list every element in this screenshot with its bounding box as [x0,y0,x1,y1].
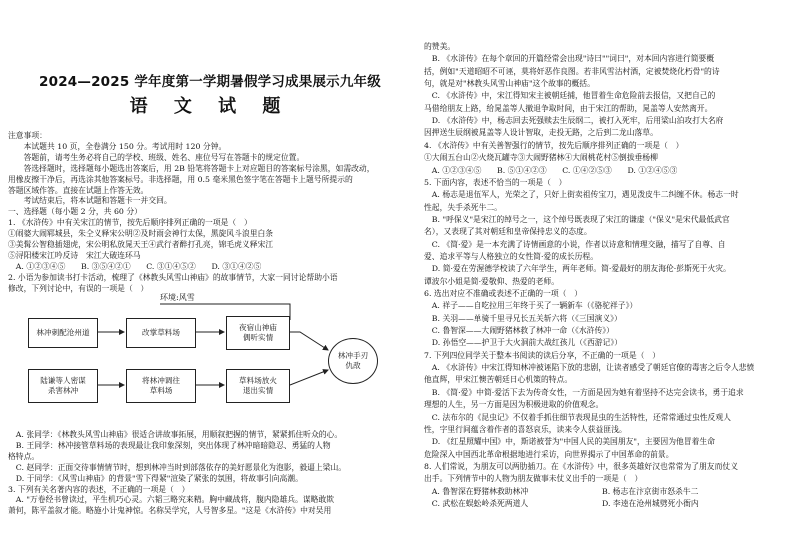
text-line: 句，就是对"林教头风雪山神庙"这个故事的概括。 [424,79,595,89]
text-line: 5. 下面内容，表述不恰当的一项是（ ） [424,177,567,187]
text-line: B. 关羽——单骑千里寻兄长五关斩六将（《三国演义》） [424,313,622,323]
option-item: B. 杨志在汴京街市怒杀牛二 [602,486,699,496]
text-line: 马借给朋友上路，给晁盖等人撤退争取时间，由于宋江的帮助，晁盖等人安然离开。 [424,103,713,113]
text-line: 一、选择题（每小题 2 分，共 60 分） [8,207,142,217]
plot-diagram [28,292,396,422]
text-line: 名），又表现了其对朝廷和皇帝保持忠义的态度。 [424,227,592,237]
text-line: 答题区域作答。直接在试题上作答无效。 [8,185,149,195]
box-1-label: 林冲刺配沧州道 [36,328,90,337]
box-1 [28,318,98,348]
option-item: C. 武松在蜈蚣岭杀死两道人 [424,498,529,508]
text-line: A. 《水浒传》中宋江得知林冲被诬陷下放的悲剧，让读者感受了朝廷官僚的毒害之后令人悲愤 [424,363,755,373]
text-line: 格特点。 [8,451,40,461]
arrow-5 [290,332,328,350]
text-line: 修改，下列讨论中，有误的一项是（ ） [8,283,149,293]
text-line: A. "万卷经书曾读过，平生机巧心灵。六韬三略究来精。胸中藏战将，腹内隐雄兵。谋略敢欺 [8,495,335,505]
text-line: 7. 下列四位同学关于整本书阅读的读后分享，不正确的一项是（ ） [424,350,661,360]
box-3-label: 夜宿山神庙 偶听实情 [239,323,277,342]
text-line: C. 赵同学：正面交待事情情节时，想到林冲当时到部落依存的美好愿景化为泡影，毅逼上梁山。 [8,462,347,472]
text-line: 的赞美。 [424,42,456,51]
text-line: 答题前，请考生务必将自己的学校、班级、姓名、座位号写在答题卡的规定位置。 [8,152,305,162]
text-line: B. "呼保义"是宋江的绰号之一，这个绰号既表现了宋江的谦虚（"保义"是宋代最低武官 [424,214,730,224]
box-5 [126,369,196,403]
box-3 [226,316,290,350]
text-line: 理想的人生，另一方面是因为积极进取的价值观念。 [424,400,604,410]
text-line: D. 孙悟空——护卫于大火洞前大战红孩儿（《西游记》） [424,338,623,348]
text-line: 括，例如"天道昭昭不可诬，莫将奸恶作良图。若非风雪沽村酒，定被焚烧化朽骨"的诗 [424,66,720,76]
result-circle [328,338,378,384]
text-line: D. 简·爱在劳渥德学校读了六年学生，两年老师。简·爱最好的朋友海伦·彭斯死于火灾。 [424,264,731,274]
text-line: 6. 选出对应不准确或表述不正确的一项（ ） [424,289,583,298]
text-line: C. 《水浒传》中，宋江得知宋主被朝廷捕，他冒着生命危险前去报信，又把自己的 [424,91,716,101]
box-6 [226,369,290,403]
text-line: 性，字里行间蕴含着作者的喜怒哀乐，读来令人获益匪浅。 [424,424,627,434]
text-line: D. 《红星照耀中国》中，斯诺被誉为"中国人民的美国朋友"，主要因为他冒着生命 [424,437,715,447]
text-line: ⑤浔阳楼宋江吟反诗 宋江大破连环马 [8,250,141,260]
text-line: ③美髯公智稳插翅虎，宋公明私放晁天王④武行者醉打孔亮，锦毛虎义释宋江 [8,240,274,249]
text-line: A. 杨志是退伍军人，光荣之了，只好上街卖祖传宝刀，遇见泼皮牛二纠缠不休。杨志一时 [424,190,739,200]
exam-title: 2024—2025 学年度第一学期暑假学习成果展示九年级 [39,74,381,90]
text-line: 他直辉，甲宋江懊苦朝廷日心机策的特点。 [424,375,573,385]
text-line: C. 《简·爱》是一本充满了诗情画意的小说，作者以诗意和情理交融，描写了自尊、自 [424,239,726,249]
text-line: A. 张同学：《林教头风雪山神庙》很适合讲故事拓展，用顺叙把握的情节，紧紧抓住听众的心。 [8,430,343,439]
option-item: D. 李逵在沧州城劈死小衙内 [602,498,699,508]
text-line: 考试结束后，将本试题和答题卡一并交回。 [8,196,172,206]
text-line: D. 于同学：《风雪山神庙》的背景"雪下得紧"渲染了紧张的氛围，将故事引向高潮。 [8,473,303,483]
diagram-env-label: 环境:风雪 [160,293,195,302]
text-line: 2. 小语为参加读书打卡活动，梳理了《林教头风雪山神庙》的故事情节，大家一同讨论帮助小语 [8,272,338,282]
box-6-label: 草料场放火 退出实情 [239,376,277,395]
text-line: 出手。下列情节中的人物为朋友做事未仗义出手的一项是（ ） [424,474,643,484]
text-line: 性起，失手杀死牛二。 [424,202,502,212]
text-line: 答选择题时，选择题每小题选出答案后，用 2B 铅笔将答题卡上对应题目的答案标号涂黑，如需改动， [8,163,375,173]
text-line: C. 鲁智深——大闹野猪林救了林冲一命（《水浒传》） [424,326,614,336]
box-4 [28,369,98,403]
circle-label: 林冲手刃 仇敌 [337,351,369,370]
text-line: ①大闹五台山②火烧瓦罐寺③大闹野猪林④大闹桃花村⑤倒拔垂杨柳 [424,153,658,163]
subject-title: 语 文 试 题 [129,96,291,117]
text-line: C. 法布尔的《昆虫记》不仅着手抓住细节表现昆虫的生活特性，还常常通过虫性反观人 [424,412,731,422]
option-item: A. 鲁智深在野猪林救助林冲 [424,486,529,496]
text-line: B. 《简·爱》中简·爱活下去为传奇女性，一方面是因为她有着坚持不达完会读书，勇于追求 [424,387,744,397]
text-line: 爱、追求平等与人格独立的女性简·爱的成长历程。 [424,251,599,261]
text-line: 3. 下列有关名著内容的表述，不正确的一项是（ ） [8,484,190,494]
text-line: 因押送生辰纲被晁盖等人设计智取，走投无路，之后到二龙山落草。 [424,128,658,138]
text-line: 4. 《水浒传》中有关善智强行的情节，按先后顺序排列正确的一项是（ ） [424,140,684,150]
arrow-6 [290,370,328,385]
text-line: A. ①②③④⑤ B. ⑤①④②③ C. ①④②⑤③ D. ①②④⑤③ [424,165,678,175]
text-line: 1. 《水浒传》中有关宋江的情节，按先后顺序排列正确的一项是（ ） [8,218,252,228]
text-line: 本试题共 10 页，全卷满分 150 分。考试用时 120 分钟。 [8,141,227,151]
box-2 [126,318,196,348]
text-line: 谭波尔小姐是简·爱敬仰、热爱的老师。 [424,276,560,286]
text-line: 危险深入中国西北革命根据地进行采访，向世界揭示了中国革命的前景。 [424,449,674,459]
box-5-label: 将林冲调往 草料场 [142,376,180,395]
box-2-label: 改掌草料场 [142,328,180,337]
text-line: ①闹婆大闹郓城县，朱仝义释宋公明②及时雨会神行太保，黑旋风斗浪里白条 [8,229,274,239]
text-line: 萧何，陈平盖叙才能。略施小计鬼神惊。名称吴学究，人号智多星。"这是《水浒传》中对吴用 [8,506,332,516]
text-line: D. 《水浒传》中，杨志回去死强赎去生辰纲二，被打入死牢，后用梁山泊攻打大名府 [424,116,724,126]
box-4-label: 陆谦等人密谋 杀害林冲 [40,376,86,395]
text-line: A. ①②③④⑤ B. ③⑤④②① C. ③①④⑤② D. ③①④②⑤ [8,261,262,271]
text-line: B. 《水浒传》在每个章回的开篇经常会出现"诗曰""词曰"，对本回内容进行简要概 [424,54,715,64]
text-line: 注意事项： [8,131,47,140]
text-line: B. 王同学：林冲接管草料场的表现最让我印象深刻，突出体现了林冲暗暗隐忍、勇猛的人物 [8,440,331,450]
text-line: 8. 人们常说，为朋友可以两肋插刀。在《水浒传》中，很多英雄好汉也常常为了朋友而仗义 [424,461,738,471]
text-line: A. 祥子——自吃拉用三年终于买了一辆新车（《骆驼祥子》） [424,301,638,311]
text-line: 用橡皮擦干净后，再选涂其他答案标号。非选择题，用 0.5 毫米黑色签字笔在答题卡上题号所提示的 [8,174,353,184]
